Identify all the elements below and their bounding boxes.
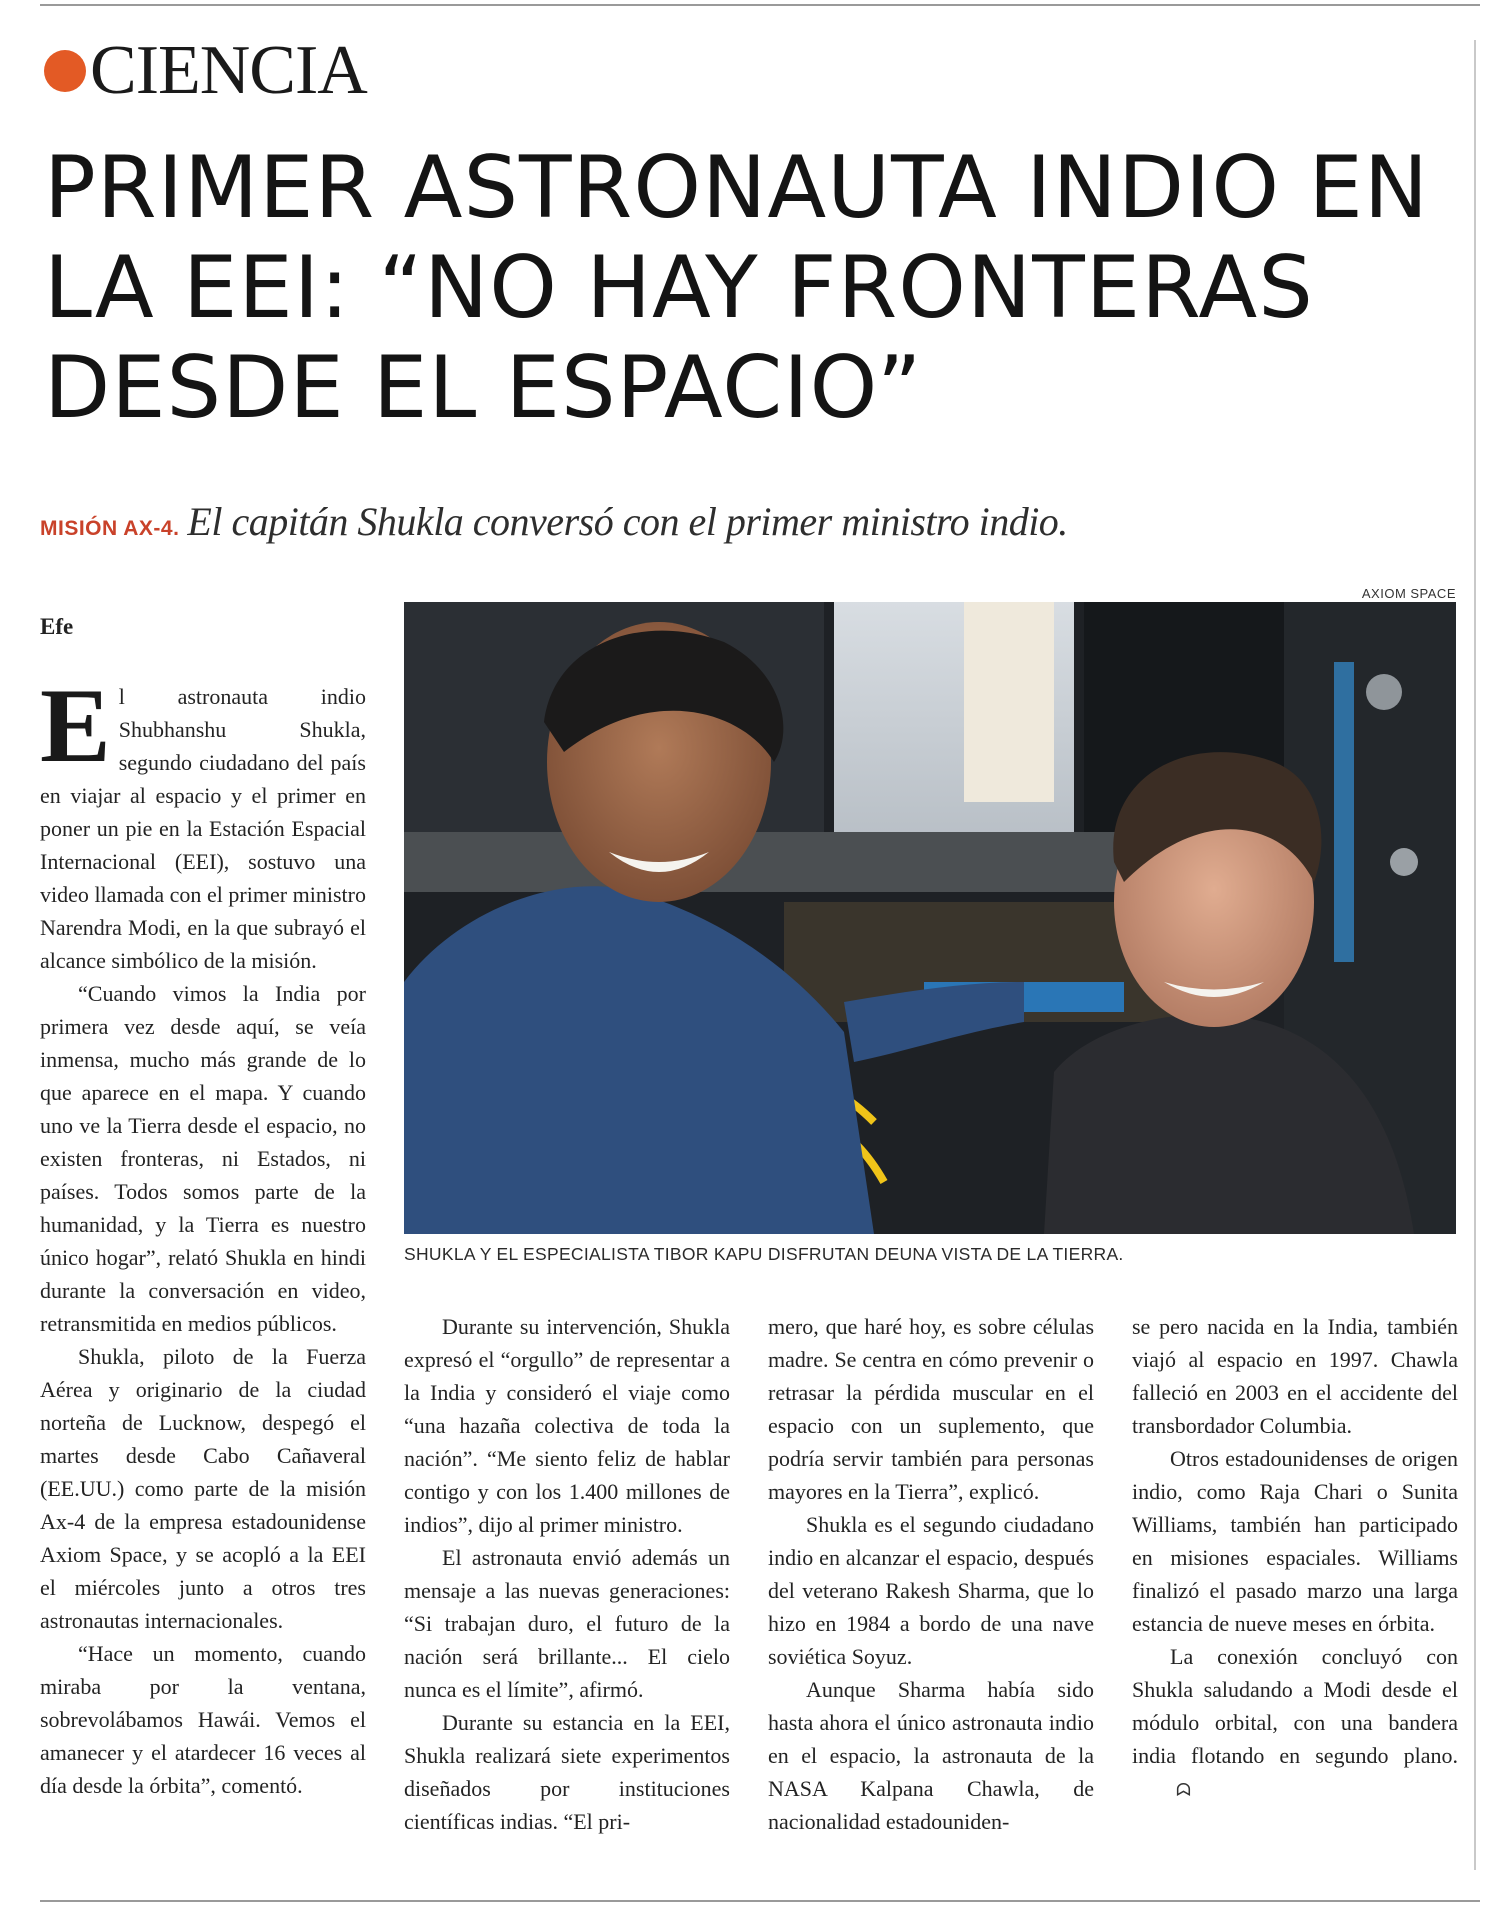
article-column-1 [40,667,366,1802]
section-header [44,32,367,109]
article-column-4 [1132,1310,1458,1807]
paragraph: se pero nacida en la India, también viajó al espacio en 1997. Chawla falleció en 2003 en el accidente del transbordador Columbia. [1132,1314,1458,1438]
headline-line: PRIMER ASTRONAUTA INDIO EN [44,138,1430,238]
paragraph: Shukla es el segundo ciudadano indio en alcanzar el espacio, después del veterano Rakesh Sharma, que lo hizo en 1984 a bordo de una nave soviética Soyuz. [768,1512,1094,1669]
paragraph: “Cuando vimos la India por primera vez desde aquí, se veía inmensa, mucho más grande de lo que aparece en el mapa. Y cuando uno ve la Tierra desde el espacio, no existen fronteras, ni Estados, ni países. Todos somos parte de la humanidad, y la Tierra es nuestro único hogar”, relató Shukla en hindi durante la conversación en video, retransmitida en medios públicos. [40,981,366,1336]
photo-illustration [404,602,1456,1234]
paragraph: “Hace un momento, cuando miraba por la ventana, sobrevolábamos Hawái. Vemos el amanecer y el atardecer 16 veces al día desde la órbita”, comentó. [40,1641,366,1798]
top-rule [40,4,1480,6]
deck [40,498,1068,545]
headline-line: DESDE EL ESPACIO” [44,338,923,438]
photo-credit: AXIOM SPACE [1361,586,1456,601]
paragraph: mero, que haré hoy, es sobre células madre. Se centra en cómo prevenir o retrasar la pérdida muscular en el espacio con un suplemento, que podría servir también para personas mayores en la Tierra”, explicó. [768,1314,1094,1504]
bottom-rule [40,1900,1480,1902]
byline: Efe [40,614,74,639]
end-mark-icon: ᗣ [1176,1780,1191,1801]
section-label: CIENCIA [90,32,367,109]
article-column-3 [768,1310,1094,1838]
article-photo [404,602,1456,1234]
deck-kicker: MISIÓN AX-4. [40,517,180,540]
paragraph [40,667,366,977]
headline-line: LA EEI: “NO HAY FRONTERAS [44,238,1314,338]
paragraph: Durante su intervención, Shukla expresó el “orgullo” de representar a la India y consideró el viaje como “una hazaña colectiva de toda la nación”. “Me siento feliz de hablar contigo y con los 1.400 millones de indios”, dijo al primer ministro. [404,1314,730,1537]
column-divider [1474,40,1476,1870]
paragraph: Otros estadounidenses de origen indio, como Raja Chari o Sunita Williams, también han participado en misiones espaciales. Williams finalizó el pasado marzo una larga estancia de nueve meses en órbita. [1132,1446,1458,1636]
photo-caption: SHUKLA Y EL ESPECIALISTA TIBOR KAPU DISFRUTAN DEUNA VISTA DE LA TIERRA. [404,1244,1124,1264]
paragraph: El astronauta envió además un mensaje a las nuevas generaciones: “Si trabajan duro, el futuro de la nación será brillante... El cielo nunca es el límite”, afirmó. [404,1545,730,1702]
paragraph-text: l astronauta indio Shubhanshu Shukla, segundo ciudadano del país en viajar al espacio y el primer en poner un pie en la Estación Espacial Internacional (EEI), sostuvo una video llamada con el primer ministro Narendra Modi, en la que subrayó el alcance simbólico de la misión. [40,684,366,973]
article-column-2 [404,1310,730,1838]
paragraph-text: La conexión concluyó con Shukla saludando a Modi desde el módulo orbital, con una bandera india flotando en segundo plano. [1132,1644,1458,1768]
headline [44,138,1464,438]
drop-cap: E [40,667,111,784]
paragraph [1132,1640,1458,1807]
section-dot-icon [44,50,86,92]
paragraph: Aunque Sharma había sido hasta ahora el único astronauta indio en el espacio, la astronauta de la NASA Kalpana Chawla, de nacionalidad estadouniden- [768,1677,1094,1834]
paragraph: Shukla, piloto de la Fuerza Aérea y originario de la ciudad norteña de Lucknow, despegó el martes desde Cabo Cañaveral (EE.UU.) como parte de la misión Ax-4 de la empresa estadounidense Axiom Space, y se acopló a la EEI el miércoles junto a otros tres astronautas internacionales. [40,1344,366,1633]
paragraph: Durante su estancia en la EEI, Shukla realizará siete experimentos diseñados por instituciones científicas indias. “El pri- [404,1710,730,1834]
deck-summary: El capitán Shukla conversó con el primer ministro indio. [187,499,1068,544]
